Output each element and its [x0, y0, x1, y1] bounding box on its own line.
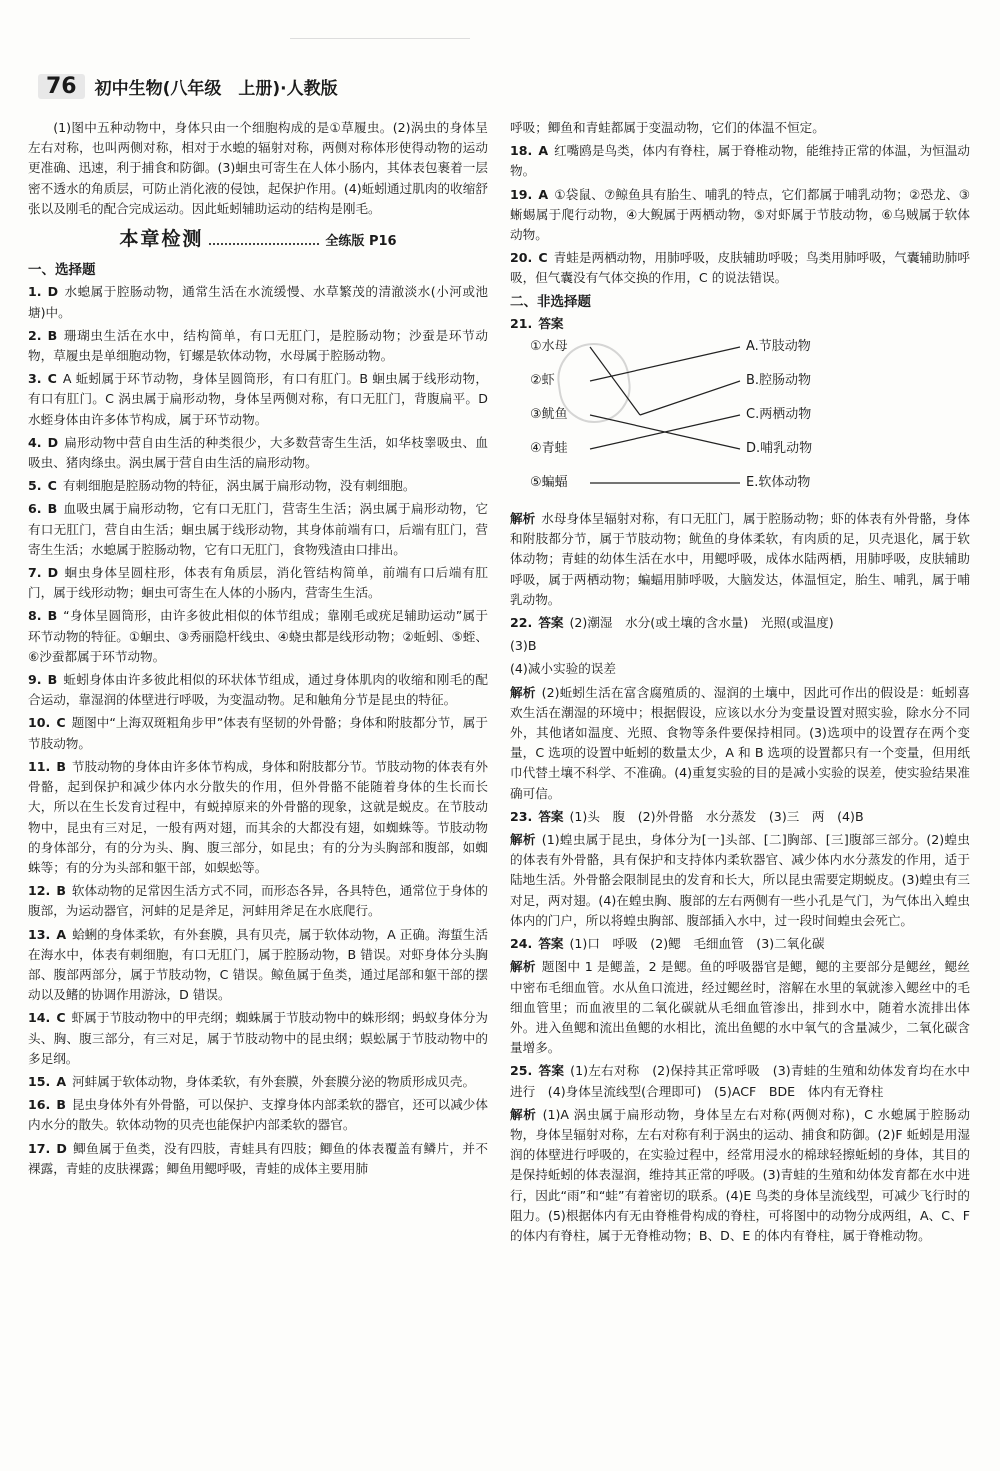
question-item: 2. B 珊瑚虫生活在水中，结构简单，有口无肛门，是腔肠动物；沙蚕是环节动物，草履虫是单细胞动物，钉螺是软体动物，水母属于腔肠动物。: [28, 327, 488, 364]
question-item: 12. B 软体动物的足常因生活方式不同，而形态各异，各具特色，通常位于身体的腹部，为运动器官，河蚌的足是斧足，河蚌用斧足在水底爬行。: [28, 883, 488, 919]
answer: 24. 答案 (1)口 呼吸 (2)鳃 毛细血管 (3)二氧化碳: [510, 936, 825, 952]
left-column: [28, 118, 488, 1182]
right-column: [510, 118, 970, 1249]
question-item: 5. C 有刺细胞是腔肠动物的特征，涡虫属于扁形动物，没有刺细胞。: [28, 478, 416, 494]
match-left-item: ②虾: [530, 373, 555, 389]
intro-paragraph: (1)图中五种动物中，身体只由一个细胞构成的是①草履虫。(2)涡虫的身体呈左右对称，也叫两侧对称，相对于水螅的辐射对称，两侧对称体形使得动物的运动更准确、迅速，利于捕食和防御。(3)蛔虫可寄生在人体小肠内，其体表包裹着一层密不透水的角质层，可防止消化液的侵蚀，起保护作用。(4)蚯蚓通过肌肉的收缩舒张以及刚毛的配合完成运动。因此蚯蚓辅助运动的结构是刚毛。: [28, 120, 488, 216]
analysis: 解析 (1)蝗虫属于昆虫，身体分为[一]头部、[二]胸部、[三]腹部三部分。(2)蝗虫的体表有外骨骼，具有保护和支持体内柔软器官、减少体内水分蒸发的作用，适于陆地生活。外骨骼会限制昆虫的发育和长大，所以昆虫需要定期蜕皮。(3)蝗虫有三对足，两对翅。(4)在蝗虫胸、腹部的左右两侧有一些小孔是气门，为气体出入蝗虫体内的门户，所以将蝗虫胸部、腹部插入水中，过一段时间蝗虫会死亡。: [510, 832, 970, 928]
page-header: [38, 74, 338, 99]
top-rule: [290, 38, 470, 39]
question-item: 1. D 水螅属于腔肠动物，通常生活在水流缓慢、水草繁茂的清澈淡水(小河或池塘)中。: [28, 284, 488, 320]
match-left-item: ⑤蝙蝠: [530, 475, 568, 491]
page-number: 76: [38, 74, 85, 99]
banner-reference: 全练版 P16: [325, 234, 397, 250]
analysis: 解析 水母身体呈辐射对称，有口无肛门，属于腔肠动物；虾的体表有外骨骼，身体和附肢都分节，属于节肢动物；鱿鱼的身体柔软，有肉质的足，贝壳退化，属于软体动物；青蛙的幼体生活在水中，用鳃呼吸，成体水陆两栖，用肺呼吸，皮肤辅助呼吸，属于两栖动物；蝙蝠用肺呼吸，大脑发达，体温恒定，胎生、哺乳，属于哺乳动物。: [510, 511, 971, 607]
question-item: 4. D 扁形动物中营自由生活的种类很少，大多数营寄生生活，如华枝睾吸虫、血吸虫、猪肉绦虫。涡虫属于营自由生活的扁形动物。: [28, 434, 488, 471]
continued-text: 呼吸；鲫鱼和青蛙都属于变温动物，它们的体温不恒定。: [510, 120, 825, 135]
question-item: 11. B 节肢动物的身体由许多体节构成，身体和附肢都分节。节肢动物的体表有外骨骼，起到保护和减少体内水分散失的作用，但外骨骼不能随着身体的生长而长大，所以在生长发育过程中，有蜕掉原来的外骨骼的现象，这就是蜕皮。在节肢动物中，昆虫有三对足，一般有两对翅，而其余的大都没有翅，如蜘蛛等。节肢动物的身体部分，有的分为头、胸、腹三部分，如昆虫；有的分为头胸部和腹部，如蜘蛛等；有的分为头部和躯干部，如蜈蚣等。: [28, 758, 488, 875]
answer: 22. 答案 (2)潮湿 水分(或土壤的含水量) 光照(或温度): [510, 615, 834, 631]
matching-lines: [510, 335, 970, 503]
question-item: 17. D 鲫鱼属于鱼类，没有四肢，青蛙具有四肢；鲫鱼的体表覆盖有鳞片，并不裸露，青蛙的皮肤裸露；鲫鱼用鳃呼吸，青蛙的成体主要用肺: [28, 1140, 488, 1176]
matching-diagram: [510, 335, 970, 503]
q21-answer-line: 21. 答案: [510, 315, 564, 331]
match-line: [590, 347, 740, 381]
match-right-item: B.腔肠动物: [746, 373, 812, 389]
section-heading: 二、非选择题: [510, 293, 591, 310]
match-line: [590, 347, 640, 415]
question-item: 7. D 蛔虫身体呈圆柱形，体表有角质层，消化管结构简单，前端有口后端有肛门，属于线形动物；蛔虫可寄生在人体的小肠内，营寄生生活。: [28, 565, 488, 601]
analysis: 解析 (1)A 涡虫属于扁形动物，身体呈左右对称(两侧对称)，C 水螅属于腔肠动物，身体呈辐射对称，左右对称有利于涡虫的运动、捕食和防御。(2)F 蚯蚓是用湿润的体壁进行呼吸的，在实验过程中，经常用浸水的棉球轻擦蚯蚓的身体，其目的是保持蚯蚓的体表湿润，维持其正常的呼吸。(3)青蛙的生殖和幼体发育都在水中进行，因此“雨”和“蛙”有着密切的联系。(4)E 鸟类的身体呈流线型，可减少飞行时的阻力。(5)根据体内有无由脊椎骨构成的脊柱，可将图中的动物分成两组，A、C、F 的体内有脊柱，属于无脊椎动物；B、D、E 的体内有脊柱，属于脊椎动物。: [510, 1106, 970, 1243]
banner-title: 本章检测: [119, 228, 204, 251]
question-item: 18. A 红嘴鸥是鸟类，体内有脊柱，属于脊椎动物，能维持正常的体温，为恒温动物。: [510, 143, 970, 179]
question-item: 8. B “身体呈圆筒形，由许多彼此相似的体节组成；靠刚毛或疣足辅助运动”属于环节动物的特征。①蛔虫、③秀丽隐杆线虫、④蛲虫都是线形动物；②蚯蚓、⑤蛭、⑥沙蚕都属于环节动物。: [28, 608, 488, 664]
question-item: 3. C A 蚯蚓属于环节动物，身体呈圆筒形，有口有肛门。B 蛔虫属于线形动物，有口有肛门。C 涡虫属于扁形动物，身体呈两侧对称，有口无肛门，背腹扁平。D 水蛭身体由许多体节构成，属于环节动物。: [28, 371, 488, 427]
question-item: 10. C 题图中“上海双斑粗角步甲”体表有坚韧的外骨骼；身体和附肢都分节，属于节肢动物。: [28, 715, 488, 751]
question-item: 14. C 虾属于节肢动物中的甲壳纲；蜘蛛属于节肢动物中的蛛形纲；蚂蚁身体分为头、胸、腹三部分，有三对足，属于节肢动物中的昆虫纲；蜈蚣属于节肢动物中的多足纲。: [28, 1010, 488, 1066]
banner-dots: [209, 231, 319, 245]
analysis: 解析 (2)蚯蚓生活在富含腐殖质的、湿润的土壤中，因此可作出的假设是：蚯蚓喜欢生活在潮湿的环境中；根据假设，应该以水分为变量设置对照实验，除水分不同外，其他诸如温度、光照、食物等条件要保持相同。(3)选项中的设置存在两个变量，C 选项的设置中蚯蚓的数量太少，A 和 B 选项的设置都只有一个变量，但用纸巾代替土壤不科学、不准确。(4)重复实验的目的是减小实验的误差，使实验结果准确可信。: [510, 684, 970, 801]
question-item: 13. A 蛤蜊的身体柔软，有外套膜，具有贝壳，属于软体动物，A 正确。海蜇生活在海水中，体表有刺细胞，有口无肛门，属于腔肠动物，B 错误。对虾身体分头胸部、腹部两部分，属于节肢动物，C 错误。鲸鱼属于鱼类，通过尾部和躯干部的摆动以及鳍的协调作用游泳，D 错误。: [28, 926, 488, 1003]
match-left-item: ①水母: [530, 339, 568, 355]
question-item: 15. A 河蚌属于软体动物，身体柔软，有外套膜，外套膜分泌的物质形成贝壳。: [28, 1073, 476, 1089]
answer: 23. 答案 (1)头 腹 (2)外骨骼 水分蒸发 (3)三 两 (4)B: [510, 808, 864, 824]
question-item: 16. B 昆虫身体外有外骨骼，可以保护、支撑身体内部柔软的器官，还可以减少体内水分的散失。软体动物的贝壳也能保护内部柔软的器官。: [28, 1097, 488, 1133]
match-left-item: ③鱿鱼: [530, 407, 568, 423]
match-right-item: A.节肢动物: [746, 339, 811, 355]
question-item: 19. A ①袋鼠、⑦鲸鱼具有胎生、哺乳的特点，它们都属于哺乳动物；②恐龙、③蜥蜴属于爬行动物，④大鲵属于两栖动物，⑤对虾属于节肢动物，⑥乌贼属于软体动物。: [510, 186, 970, 243]
answer: 25. 答案 (1)左右对称 (2)保持其正常呼吸 (3)青蛙的生殖和幼体发育均在水中进行 (4)身体呈流线型(合理即可) (5)ACF BDE 体内有无脊柱: [510, 1063, 970, 1099]
match-right-item: E.软体动物: [746, 475, 811, 491]
section-heading: 一、选择题: [28, 262, 96, 279]
question-item: 20. C 青蛙是两栖动物，用肺呼吸，皮肤辅助呼吸；鸟类用肺呼吸，气囊辅助肺呼吸，但气囊没有气体交换的作用，C 的说法错误。: [510, 250, 970, 286]
answer-line: (3)B: [510, 638, 537, 654]
chapter-test-banner: [28, 229, 488, 252]
question-item: 6. B 血吸虫属于扁形动物，它有口无肛门，营寄生生活；涡虫属于扁形动物，它有口无肛门，营自由生活；蛔虫属于线形动物，其身体前端有口，后端有肛门，营寄生生活；水螅属于腔肠动物，它有口无肛门，食物残渣由口排出。: [28, 501, 488, 557]
match-right-item: C.两栖动物: [746, 407, 812, 423]
analysis: 解析 题图中 1 是鳃盖，2 是鳃。鱼的呼吸器官是鳃，鳃的主要部分是鳃丝，鳃丝中密布毛细血管。水从鱼口流进，经过鳃丝时，溶解在水里的氧就渗入鳃丝中的毛细血管里；而血液里的二氧化碳就从毛细血管渗出，排到水中，随着水流排出体外。进入鱼鳃和流出鱼鳃的水相比，流出鱼鳃的水中氧气的含量减少，二氧化碳含量增多。: [510, 959, 970, 1056]
book-title: 初中生物(八年级 上册)·人教版: [94, 79, 338, 99]
answer-line: (4)减小实验的误差: [510, 661, 616, 677]
match-left-item: ④青蛙: [530, 441, 568, 457]
match-right-item: D.哺乳动物: [746, 441, 813, 457]
match-line: [640, 381, 740, 415]
question-item: 9. B 蚯蚓身体由许多彼此相似的环状体节组成，通过身体肌肉的收缩和刚毛的配合运动，靠湿润的体壁进行呼吸，为变温动物。足和触角分节是昆虫的特征。: [28, 672, 488, 708]
